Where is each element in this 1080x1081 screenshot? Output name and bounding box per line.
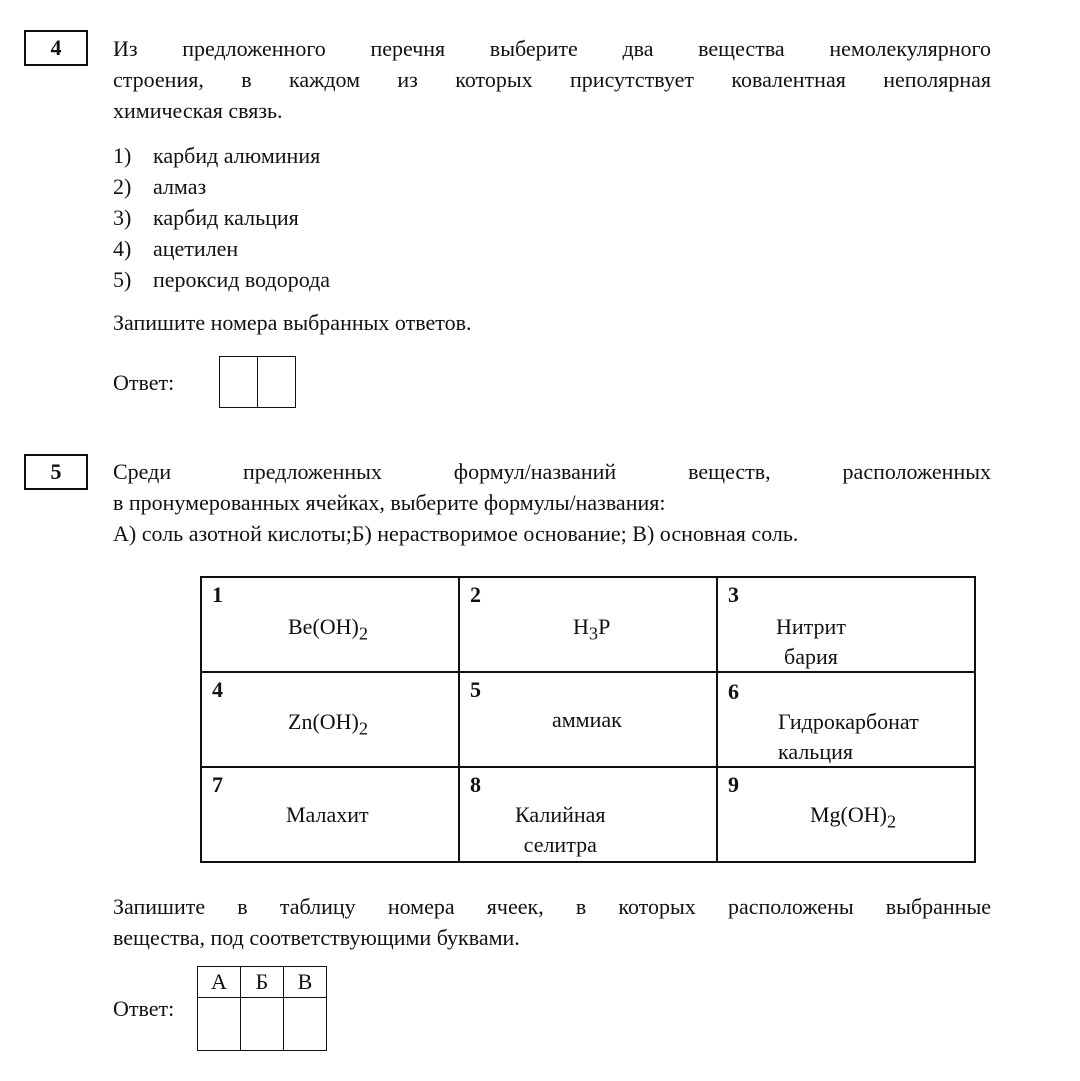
task5-instruction-line: Запишите в таблицу номера ячеек, в которых расположены выбранные: [113, 894, 991, 919]
formula-main: H: [573, 614, 589, 639]
option-text: ацетилен: [153, 236, 239, 261]
formula-subscript: 3: [588, 623, 599, 644]
task4-answer-boxes: [219, 356, 296, 408]
task-number-4: 4: [24, 30, 88, 66]
answer-header-a: А: [198, 967, 241, 998]
answer-cell-a[interactable]: [198, 998, 241, 1051]
formula-main: Mg(OH): [810, 802, 887, 827]
table-cell: [459, 577, 717, 672]
task4-instruction: Запишите номера выбранных ответов.: [113, 310, 472, 335]
table-cell: [201, 767, 459, 862]
cell-number: 6: [728, 679, 739, 704]
cell-value: [810, 800, 896, 836]
formula-main: Zn(OH): [288, 709, 359, 734]
task4-question-line: Из предложенного перечня выберите два вещества немолекулярного: [113, 36, 991, 61]
answer-digit-cell[interactable]: [220, 357, 257, 407]
task5-instruction-line: вещества, под соответствующими буквами.: [113, 925, 520, 950]
option-number: 4): [113, 236, 132, 261]
table-cell: [717, 577, 975, 672]
task5-question: [113, 456, 991, 549]
option-2: [113, 171, 206, 202]
answer-header-v: В: [284, 967, 327, 998]
cell-line: бария: [784, 644, 838, 669]
cell-number: 8: [470, 772, 481, 797]
cell-number: 9: [728, 772, 739, 797]
task5-question-line: А) соль азотной кислоты;Б) нерастворимое основание; В) основная соль.: [113, 521, 799, 546]
cell-line: Гидрокарбонат: [778, 709, 919, 734]
task-number-5: 5: [24, 454, 88, 490]
table-cell: [201, 577, 459, 672]
task5-question-line: Среди предложенных формул/названий веществ, расположенных: [113, 459, 991, 484]
option-text: алмаз: [153, 174, 207, 199]
cell-line: кальция: [778, 739, 853, 764]
task4-question-line: химическая связь.: [113, 98, 283, 123]
cell-value: [573, 612, 610, 648]
formula-subscript: 2: [358, 623, 369, 644]
option-4: [113, 233, 238, 264]
table-cell: [459, 767, 717, 862]
option-number: 2): [113, 174, 132, 199]
task4-question-line: строения, в каждом из которых присутствует ковалентная неполярная: [113, 67, 991, 92]
cell-value: аммиак: [552, 707, 622, 732]
cell-line: Калийная: [515, 802, 606, 827]
cell-number: 4: [212, 677, 223, 702]
answer-digit-cell[interactable]: [257, 357, 295, 407]
cell-number: 2: [470, 582, 481, 607]
cell-number: 7: [212, 772, 223, 797]
option-1: [113, 140, 320, 171]
table-cell: [201, 672, 459, 767]
cell-line: Нитрит: [776, 614, 846, 639]
answer-header-b: Б: [241, 967, 284, 998]
option-number: 1): [113, 143, 132, 168]
task5-question-line: в пронумерованных ячейках, выберите формулы/названия:: [113, 490, 666, 515]
task5-instruction: [113, 891, 991, 953]
cell-value: [288, 707, 368, 743]
answer-cell-v[interactable]: [284, 998, 327, 1051]
formula-main: Be(OH): [288, 614, 359, 639]
cell-value: [776, 612, 846, 672]
task5-answer-table: [197, 966, 327, 1051]
formula-main: P: [598, 614, 611, 639]
option-5: [113, 264, 330, 295]
task4-answer-label: Ответ:: [113, 370, 175, 395]
cell-value: [515, 800, 606, 860]
option-text: карбид алюминия: [153, 143, 321, 168]
cell-line: селитра: [523, 832, 597, 857]
substances-table: [200, 576, 976, 863]
option-3: [113, 202, 299, 233]
table-cell: [717, 672, 975, 767]
cell-number: 5: [470, 677, 481, 702]
table-cell: [717, 767, 975, 862]
cell-value: [778, 707, 919, 767]
table-cell: [459, 672, 717, 767]
cell-number: 3: [728, 582, 739, 607]
option-number: 3): [113, 205, 132, 230]
answer-cell-b[interactable]: [241, 998, 284, 1051]
formula-subscript: 2: [358, 718, 369, 739]
formula-subscript: 2: [887, 811, 897, 832]
task4-question: [113, 33, 991, 126]
cell-number: 1: [212, 582, 223, 607]
task5-answer-label: Ответ:: [113, 996, 175, 1021]
cell-value: Малахит: [286, 802, 369, 827]
cell-value: [288, 612, 368, 648]
option-number: 5): [113, 267, 132, 292]
option-text: карбид кальция: [153, 205, 299, 230]
option-text: пероксид водорода: [153, 267, 331, 292]
